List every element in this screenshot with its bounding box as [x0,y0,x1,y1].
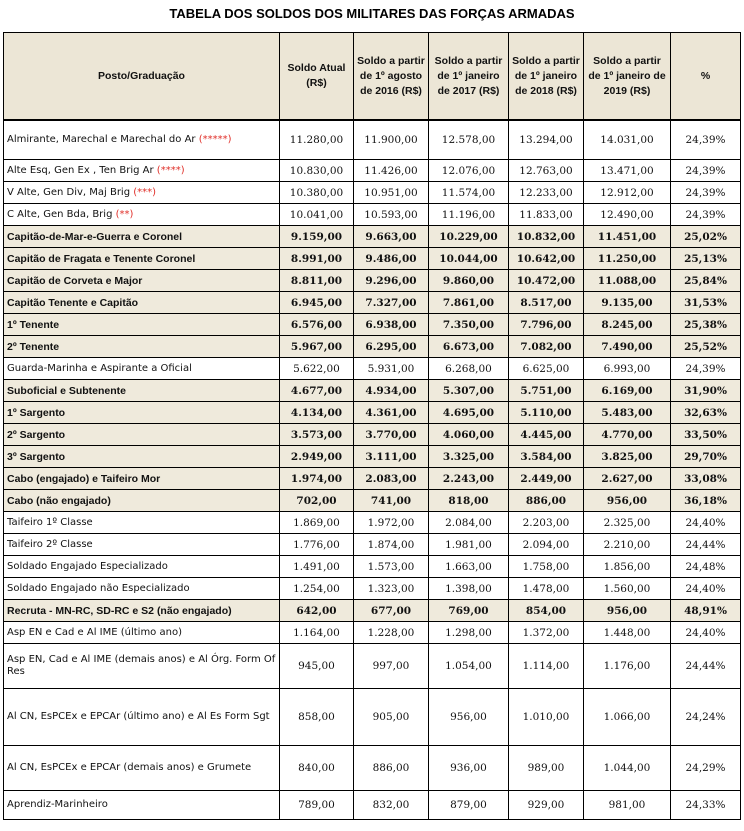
header-janeiro-2019: Soldo a partir de 1º janeiro de 2019 (R$) [584,33,671,121]
soldo-jan-2018-cell: 8.517,00 [509,292,584,314]
soldo-jan-2017-cell: 11.196,00 [429,204,509,226]
soldo-jan-2019-cell: 11.088,00 [584,270,671,292]
posto-cell [4,446,280,468]
percent-cell: 24,29% [671,746,741,791]
header-agosto-2016: Soldo a partir de 1º agosto de 2016 (R$) [354,33,429,121]
soldo-jan-2018-cell: 1.758,00 [509,556,584,578]
soldo-jan-2019-cell: 2.627,00 [584,468,671,490]
posto-cell [4,380,280,402]
posto-label: Soldado Engajado não Especializado [7,582,190,594]
table-row [4,204,741,226]
posto-label: Taifeiro 1º Classe [7,516,93,528]
posto-cell [4,424,280,446]
soldo-jan-2017-cell: 3.325,00 [429,446,509,468]
soldo-jan-2017-cell: 4.060,00 [429,424,509,446]
table-row [4,600,741,622]
soldo-ago-2016-cell: 6.295,00 [354,336,429,358]
percent-cell: 24,40% [671,578,741,600]
stars-marker: (***) [133,186,157,198]
posto-label: Cabo (não engajado) [7,494,111,507]
soldo-jan-2019-cell: 5.483,00 [584,402,671,424]
table-row [4,120,741,160]
table-row [4,512,741,534]
posto-cell [4,468,280,490]
soldo-jan-2018-cell: 7.082,00 [509,336,584,358]
soldo-ago-2016-cell: 4.361,00 [354,402,429,424]
soldo-jan-2018-cell: 13.294,00 [509,120,584,160]
table-body [4,120,741,820]
posto-cell [4,160,280,182]
percent-cell: 24,48% [671,556,741,578]
soldo-jan-2018-cell: 12.233,00 [509,182,584,204]
soldo-jan-2017-cell: 1.663,00 [429,556,509,578]
posto-label: Soldado Engajado Especializado [7,560,168,572]
soldo-atual-cell: 10.041,00 [280,204,354,226]
soldo-jan-2019-cell: 11.250,00 [584,248,671,270]
soldo-jan-2019-cell: 6.169,00 [584,380,671,402]
posto-cell [4,292,280,314]
percent-cell: 25,84% [671,270,741,292]
soldo-atual-cell: 4.677,00 [280,380,354,402]
posto-label: Capitão Tenente e Capitão [7,296,139,309]
table-row [4,270,741,292]
posto-label: Aprendiz-Marinheiro [7,799,108,810]
posto-cell [4,204,280,226]
table-row [4,226,741,248]
soldo-jan-2019-cell: 2.325,00 [584,512,671,534]
table-row [4,468,741,490]
posto-label: Capitão-de-Mar-e-Guerra e Coronel [7,230,183,243]
soldo-ago-2016-cell: 832,00 [354,791,429,820]
posto-cell [4,226,280,248]
soldo-atual-cell: 2.949,00 [280,446,354,468]
percent-cell: 24,39% [671,182,741,204]
soldo-jan-2019-cell: 1.448,00 [584,622,671,644]
soldo-jan-2017-cell: 818,00 [429,490,509,512]
soldo-atual-cell: 1.869,00 [280,512,354,534]
soldo-jan-2017-cell: 879,00 [429,791,509,820]
soldo-ago-2016-cell: 997,00 [354,644,429,689]
soldo-jan-2018-cell: 10.832,00 [509,226,584,248]
soldo-jan-2018-cell: 1.372,00 [509,622,584,644]
posto-label: Asp EN, Cad e Al IME (demais anos) e Al Órg. Form Of Res [7,654,276,677]
soldo-atual-cell: 840,00 [280,746,354,791]
posto-cell [4,746,280,791]
soldo-jan-2017-cell: 7.861,00 [429,292,509,314]
posto-label: Taifeiro 2º Classe [7,538,93,550]
soldo-atual-cell: 5.967,00 [280,336,354,358]
posto-cell [4,120,280,160]
soldo-jan-2017-cell: 6.673,00 [429,336,509,358]
soldo-jan-2018-cell: 2.203,00 [509,512,584,534]
posto-label: 2º Sargento [7,428,66,441]
posto-label: Almirante, Marechal e Marechal do Ar [7,134,196,145]
table-row [4,689,741,746]
percent-cell: 33,50% [671,424,741,446]
soldo-ago-2016-cell: 9.296,00 [354,270,429,292]
posto-cell [4,512,280,534]
soldo-jan-2019-cell: 12.912,00 [584,182,671,204]
soldo-jan-2019-cell: 981,00 [584,791,671,820]
soldo-atual-cell: 8.991,00 [280,248,354,270]
percent-cell: 48,91% [671,600,741,622]
soldo-atual-cell: 1.491,00 [280,556,354,578]
posto-label: Capitão de Corveta e Major [7,274,143,287]
percent-cell: 32,63% [671,402,741,424]
soldo-jan-2019-cell: 9.135,00 [584,292,671,314]
posto-cell [4,270,280,292]
soldo-jan-2019-cell: 2.210,00 [584,534,671,556]
posto-label: Suboficial e Subtenente [7,384,127,397]
table-row [4,402,741,424]
soldo-jan-2019-cell: 7.490,00 [584,336,671,358]
posto-cell [4,622,280,644]
soldo-ago-2016-cell: 11.426,00 [354,160,429,182]
soldo-ago-2016-cell: 10.951,00 [354,182,429,204]
soldo-ago-2016-cell: 741,00 [354,490,429,512]
page-title: TABELA DOS SOLDOS DOS MILITARES DAS FORÇAS ARMADAS [169,6,575,21]
soldos-table [3,32,741,820]
table-row [4,336,741,358]
soldo-jan-2017-cell: 1.398,00 [429,578,509,600]
soldo-jan-2017-cell: 6.268,00 [429,358,509,380]
soldo-jan-2017-cell: 956,00 [429,689,509,746]
soldo-jan-2017-cell: 12.076,00 [429,160,509,182]
posto-cell [4,600,280,622]
soldo-ago-2016-cell: 677,00 [354,600,429,622]
header-janeiro-2018: Soldo a partir de 1º janeiro de 2018 (R$) [509,33,584,121]
percent-cell: 24,40% [671,512,741,534]
soldo-ago-2016-cell: 886,00 [354,746,429,791]
soldo-atual-cell: 8.811,00 [280,270,354,292]
soldo-ago-2016-cell: 905,00 [354,689,429,746]
soldo-ago-2016-cell: 4.934,00 [354,380,429,402]
percent-cell: 24,44% [671,644,741,689]
table-row [4,160,741,182]
percent-cell: 24,39% [671,358,741,380]
posto-label: 3º Sargento [7,450,66,463]
soldo-jan-2018-cell: 12.763,00 [509,160,584,182]
soldo-jan-2017-cell: 1.298,00 [429,622,509,644]
soldo-jan-2018-cell: 2.449,00 [509,468,584,490]
soldo-ago-2016-cell: 9.663,00 [354,226,429,248]
posto-label: Cabo (engajado) e Taifeiro Mor [7,472,161,485]
table-row [4,791,741,820]
soldo-jan-2019-cell: 956,00 [584,600,671,622]
soldo-atual-cell: 6.576,00 [280,314,354,336]
soldo-atual-cell: 1.164,00 [280,622,354,644]
table-row [4,534,741,556]
posto-cell [4,248,280,270]
header-soldo-atual: Soldo Atual (R$) [280,33,354,121]
soldo-jan-2018-cell: 1.010,00 [509,689,584,746]
table-row [4,424,741,446]
posto-label: Al CN, EsPCEx e EPCAr (demais anos) e Grumete [7,762,252,773]
posto-cell [4,358,280,380]
soldo-ago-2016-cell: 1.972,00 [354,512,429,534]
soldo-jan-2018-cell: 7.796,00 [509,314,584,336]
percent-cell: 24,40% [671,622,741,644]
posto-cell [4,402,280,424]
soldo-ago-2016-cell: 10.593,00 [354,204,429,226]
soldo-atual-cell: 1.974,00 [280,468,354,490]
percent-cell: 31,90% [671,380,741,402]
percent-cell: 31,53% [671,292,741,314]
soldo-jan-2019-cell: 6.993,00 [584,358,671,380]
soldo-jan-2017-cell: 1.981,00 [429,534,509,556]
posto-label: 1º Sargento [7,406,66,419]
soldo-atual-cell: 789,00 [280,791,354,820]
soldo-jan-2017-cell: 5.307,00 [429,380,509,402]
posto-cell [4,534,280,556]
soldo-jan-2017-cell: 9.860,00 [429,270,509,292]
soldo-jan-2018-cell: 854,00 [509,600,584,622]
percent-cell: 36,18% [671,490,741,512]
table-row [4,556,741,578]
soldo-jan-2019-cell: 11.451,00 [584,226,671,248]
header-row [4,33,741,121]
percent-cell: 33,08% [671,468,741,490]
soldo-jan-2018-cell: 1.114,00 [509,644,584,689]
soldo-ago-2016-cell: 1.228,00 [354,622,429,644]
posto-label: V Alte, Gen Div, Maj Brig [7,186,131,198]
soldo-jan-2018-cell: 10.472,00 [509,270,584,292]
posto-cell [4,490,280,512]
soldo-ago-2016-cell: 11.900,00 [354,120,429,160]
table-row [4,578,741,600]
percent-cell: 25,02% [671,226,741,248]
posto-cell [4,556,280,578]
soldo-atual-cell: 11.280,00 [280,120,354,160]
soldo-jan-2019-cell: 4.770,00 [584,424,671,446]
posto-label: Asp EN e Cad e Al IME (último ano) [7,626,182,638]
table-row [4,644,741,689]
soldo-atual-cell: 702,00 [280,490,354,512]
percent-cell: 25,52% [671,336,741,358]
percent-cell: 29,70% [671,446,741,468]
posto-label: Guarda-Marinha e Aspirante a Oficial [7,362,192,374]
soldo-jan-2019-cell: 13.471,00 [584,160,671,182]
table-row [4,446,741,468]
percent-cell: 24,44% [671,534,741,556]
percent-cell: 24,24% [671,689,741,746]
posto-label: 1º Tenente [7,318,60,331]
soldo-jan-2017-cell: 10.044,00 [429,248,509,270]
posto-cell [4,578,280,600]
soldo-jan-2018-cell: 3.584,00 [509,446,584,468]
stars-marker: (**) [115,208,134,220]
posto-cell [4,336,280,358]
posto-cell [4,689,280,746]
soldo-jan-2018-cell: 989,00 [509,746,584,791]
posto-label: Capitão de Fragata e Tenente Coronel [7,252,196,265]
soldo-jan-2019-cell: 1.044,00 [584,746,671,791]
soldo-jan-2017-cell: 2.084,00 [429,512,509,534]
soldo-atual-cell: 10.380,00 [280,182,354,204]
percent-cell: 25,38% [671,314,741,336]
posto-label: C Alte, Gen Bda, Brig [7,208,113,220]
posto-cell [4,791,280,820]
table-row [4,292,741,314]
header-posto: Posto/Graduação [4,33,280,121]
soldo-jan-2019-cell: 14.031,00 [584,120,671,160]
header-janeiro-2017: Soldo a partir de 1º janeiro de 2017 (R$) [429,33,509,121]
soldo-jan-2017-cell: 7.350,00 [429,314,509,336]
soldo-atual-cell: 9.159,00 [280,226,354,248]
soldo-ago-2016-cell: 1.323,00 [354,578,429,600]
percent-cell: 24,39% [671,160,741,182]
soldo-jan-2017-cell: 936,00 [429,746,509,791]
soldo-jan-2018-cell: 5.751,00 [509,380,584,402]
soldo-jan-2018-cell: 886,00 [509,490,584,512]
soldo-atual-cell: 1.254,00 [280,578,354,600]
percent-cell: 24,33% [671,791,741,820]
percent-cell: 24,39% [671,204,741,226]
soldo-jan-2017-cell: 4.695,00 [429,402,509,424]
posto-label: Alte Esq, Gen Ex , Ten Brig Ar [7,164,154,176]
soldo-jan-2018-cell: 929,00 [509,791,584,820]
percent-cell: 24,39% [671,120,741,160]
soldo-jan-2018-cell: 1.478,00 [509,578,584,600]
table-row [4,490,741,512]
posto-label: Recruta - MN-RC, SD-RC e S2 (não engajado) [7,604,232,617]
header-percent: % [671,33,741,121]
soldo-jan-2019-cell: 1.176,00 [584,644,671,689]
stars-marker: (*****) [198,134,232,145]
soldo-atual-cell: 6.945,00 [280,292,354,314]
percent-cell: 25,13% [671,248,741,270]
soldo-atual-cell: 3.573,00 [280,424,354,446]
soldo-ago-2016-cell: 7.327,00 [354,292,429,314]
soldo-atual-cell: 945,00 [280,644,354,689]
soldo-jan-2017-cell: 1.054,00 [429,644,509,689]
soldo-jan-2019-cell: 3.825,00 [584,446,671,468]
soldo-atual-cell: 858,00 [280,689,354,746]
soldo-jan-2017-cell: 11.574,00 [429,182,509,204]
posto-cell [4,182,280,204]
soldo-ago-2016-cell: 3.111,00 [354,446,429,468]
table-row [4,358,741,380]
soldo-jan-2018-cell: 6.625,00 [509,358,584,380]
soldo-jan-2018-cell: 4.445,00 [509,424,584,446]
soldo-ago-2016-cell: 2.083,00 [354,468,429,490]
soldo-jan-2017-cell: 769,00 [429,600,509,622]
soldo-jan-2019-cell: 12.490,00 [584,204,671,226]
soldo-jan-2019-cell: 1.856,00 [584,556,671,578]
soldo-ago-2016-cell: 1.573,00 [354,556,429,578]
soldo-ago-2016-cell: 6.938,00 [354,314,429,336]
soldo-jan-2017-cell: 2.243,00 [429,468,509,490]
soldo-atual-cell: 5.622,00 [280,358,354,380]
soldo-jan-2019-cell: 8.245,00 [584,314,671,336]
soldo-jan-2019-cell: 1.066,00 [584,689,671,746]
soldo-ago-2016-cell: 5.931,00 [354,358,429,380]
stars-marker: (****) [156,164,185,176]
soldo-jan-2017-cell: 12.578,00 [429,120,509,160]
soldo-jan-2018-cell: 2.094,00 [509,534,584,556]
posto-cell [4,314,280,336]
posto-label: Al CN, EsPCEx e EPCAr (último ano) e Al Es Form Sgt [7,711,270,722]
soldo-jan-2017-cell: 10.229,00 [429,226,509,248]
soldo-jan-2019-cell: 1.560,00 [584,578,671,600]
soldo-jan-2018-cell: 11.833,00 [509,204,584,226]
soldo-jan-2018-cell: 5.110,00 [509,402,584,424]
table-row [4,314,741,336]
soldo-ago-2016-cell: 1.874,00 [354,534,429,556]
table-row [4,182,741,204]
table-row [4,622,741,644]
posto-cell [4,644,280,689]
soldo-ago-2016-cell: 3.770,00 [354,424,429,446]
table-row [4,248,741,270]
table-row [4,746,741,791]
soldo-atual-cell: 10.830,00 [280,160,354,182]
soldo-atual-cell: 1.776,00 [280,534,354,556]
soldo-atual-cell: 642,00 [280,600,354,622]
posto-label: 2º Tenente [7,340,60,353]
table-row [4,380,741,402]
soldo-atual-cell: 4.134,00 [280,402,354,424]
soldo-jan-2019-cell: 956,00 [584,490,671,512]
soldo-jan-2018-cell: 10.642,00 [509,248,584,270]
soldo-ago-2016-cell: 9.486,00 [354,248,429,270]
